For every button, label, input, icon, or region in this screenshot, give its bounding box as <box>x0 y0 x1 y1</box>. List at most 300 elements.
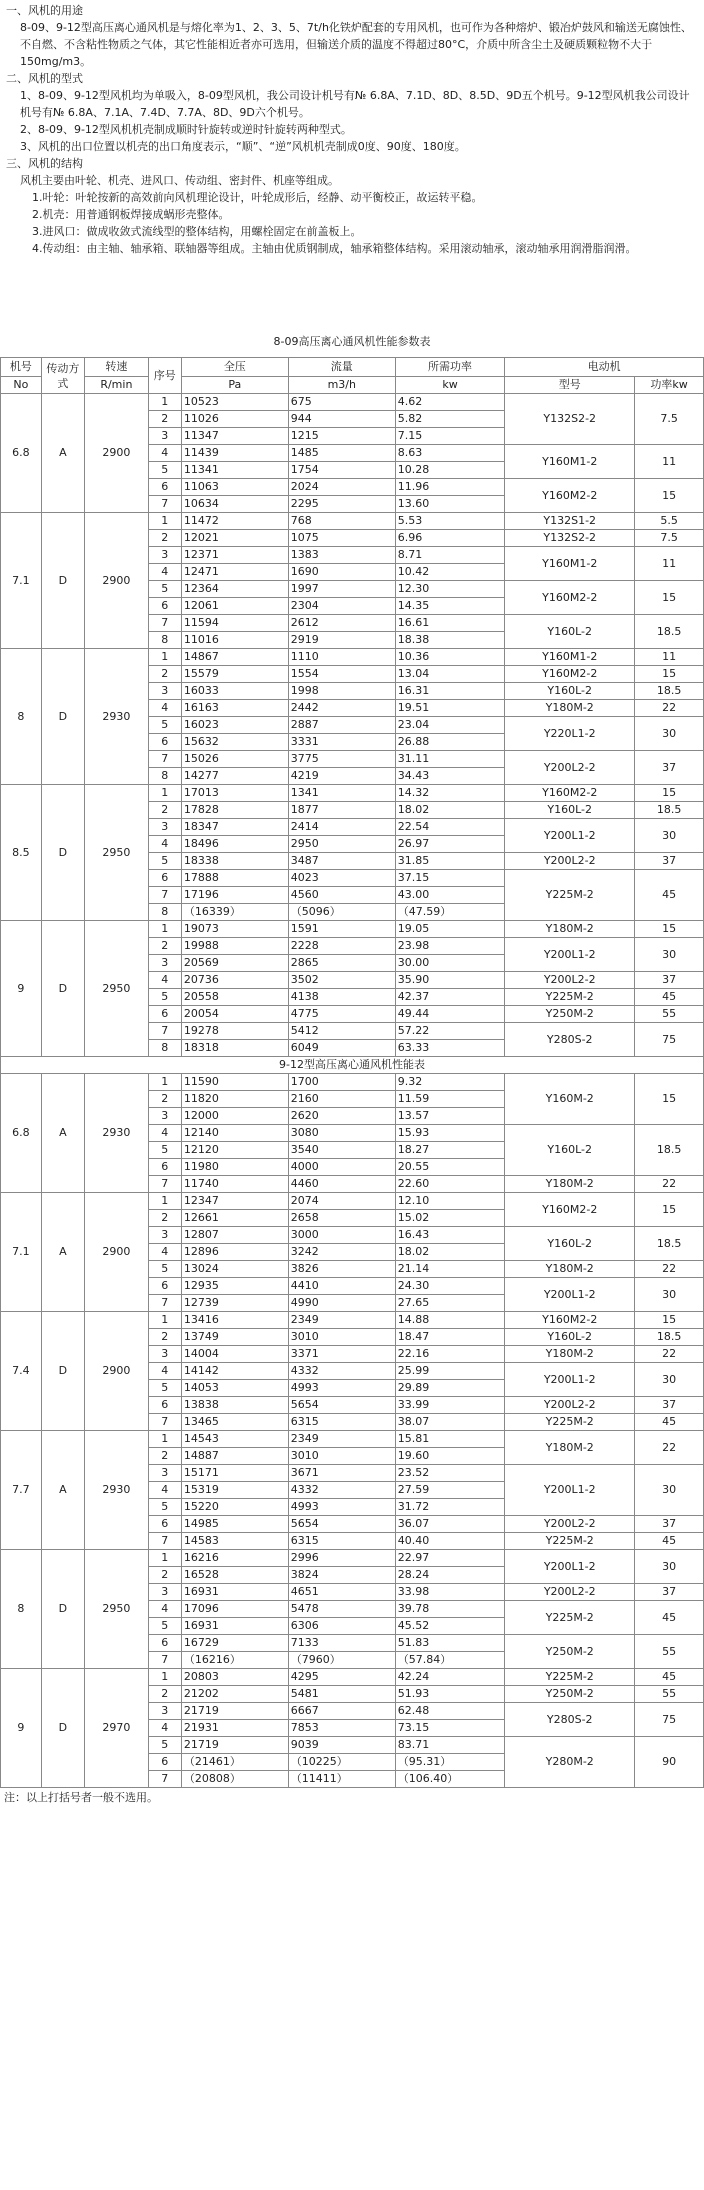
cell-flow: 7853 <box>288 1720 395 1737</box>
cell-flow: （7960） <box>288 1652 395 1669</box>
cell-seq: 3 <box>148 683 181 700</box>
cell-power: 14.32 <box>395 785 505 802</box>
cell-seq: 1 <box>148 1312 181 1329</box>
cell-power: 12.30 <box>395 581 505 598</box>
cell-flow: 6049 <box>288 1040 395 1057</box>
cell-motor-kw: 55 <box>635 1686 704 1703</box>
cell-power: 63.33 <box>395 1040 505 1057</box>
cell-pressure: 14887 <box>181 1448 288 1465</box>
cell-power: 43.00 <box>395 887 505 904</box>
cell-flow: 1383 <box>288 547 395 564</box>
header-no: No <box>1 377 42 394</box>
cell-machine-no: 7.1 <box>1 513 42 649</box>
cell-motor-model: Y180M-2 <box>505 1431 635 1465</box>
cell-pressure: 16729 <box>181 1635 288 1652</box>
cell-seq: 2 <box>148 1329 181 1346</box>
cell-motor-model: Y160M2-2 <box>505 785 635 802</box>
cell-motor-model: Y225M-2 <box>505 1601 635 1635</box>
cell-motor-model: Y160L-2 <box>505 1227 635 1261</box>
cell-flow: 4460 <box>288 1176 395 1193</box>
cell-speed: 2900 <box>85 1312 149 1431</box>
cell-flow: 1998 <box>288 683 395 700</box>
cell-power: 22.16 <box>395 1346 505 1363</box>
cell-pressure: 11740 <box>181 1176 288 1193</box>
cell-pressure: 12661 <box>181 1210 288 1227</box>
cell-pressure: 21202 <box>181 1686 288 1703</box>
cell-flow: 768 <box>288 513 395 530</box>
cell-seq: 5 <box>148 1261 181 1278</box>
header-seq: 序号 <box>148 358 181 394</box>
cell-pressure: 18318 <box>181 1040 288 1057</box>
header-power: 所需功率 <box>395 358 505 377</box>
cell-flow: 5654 <box>288 1397 395 1414</box>
cell-seq: 7 <box>148 1652 181 1669</box>
cell-seq: 6 <box>148 870 181 887</box>
cell-pressure: 11590 <box>181 1074 288 1091</box>
cell-power: 33.99 <box>395 1397 505 1414</box>
cell-motor-kw: 55 <box>635 1006 704 1023</box>
cell-seq: 7 <box>148 1176 181 1193</box>
cell-pressure: 21719 <box>181 1703 288 1720</box>
cell-flow: 2228 <box>288 938 395 955</box>
cell-motor-kw: 15 <box>635 785 704 802</box>
cell-speed: 2950 <box>85 785 149 921</box>
cell-pressure: 21931 <box>181 1720 288 1737</box>
header-flow: 流量 <box>288 358 395 377</box>
cell-power: 26.88 <box>395 734 505 751</box>
cell-motor-model: Y180M-2 <box>505 700 635 717</box>
cell-drive: A <box>41 394 84 513</box>
cell-motor-model: Y160L-2 <box>505 683 635 700</box>
cell-motor-model: Y132S2-2 <box>505 530 635 547</box>
cell-flow: 1075 <box>288 530 395 547</box>
cell-motor-kw: 15 <box>635 1312 704 1329</box>
cell-seq: 2 <box>148 802 181 819</box>
cell-power: 19.05 <box>395 921 505 938</box>
cell-flow: 1485 <box>288 445 395 462</box>
cell-pressure: 20569 <box>181 955 288 972</box>
cell-seq: 8 <box>148 632 181 649</box>
cell-motor-model: Y280M-2 <box>505 1737 635 1788</box>
cell-seq: 3 <box>148 547 181 564</box>
cell-pressure: 11594 <box>181 615 288 632</box>
cell-pressure: 15171 <box>181 1465 288 1482</box>
header-machine-no: 机号 <box>1 358 42 377</box>
cell-pressure: 18496 <box>181 836 288 853</box>
cell-power: 23.04 <box>395 717 505 734</box>
cell-seq: 6 <box>148 1159 181 1176</box>
cell-seq: 5 <box>148 853 181 870</box>
cell-speed: 2900 <box>85 513 149 649</box>
heading-structure: 三、风机的结构 <box>6 157 83 170</box>
table-row <box>1 785 704 802</box>
cell-flow: 2160 <box>288 1091 395 1108</box>
cell-seq: 7 <box>148 1023 181 1040</box>
cell-power: 13.57 <box>395 1108 505 1125</box>
cell-seq: 3 <box>148 955 181 972</box>
cell-pressure: 15026 <box>181 751 288 768</box>
cell-motor-kw: 18.5 <box>635 683 704 700</box>
cell-machine-no: 8 <box>1 1550 42 1669</box>
cell-motor-model: Y280S-2 <box>505 1023 635 1057</box>
cell-motor-kw: 22 <box>635 700 704 717</box>
cell-flow: 1997 <box>288 581 395 598</box>
cell-seq: 1 <box>148 1193 181 1210</box>
cell-pressure: 12140 <box>181 1125 288 1142</box>
cell-pressure: 17888 <box>181 870 288 887</box>
cell-power: 10.36 <box>395 649 505 666</box>
cell-motor-model: Y160M1-2 <box>505 547 635 581</box>
cell-pressure: 17828 <box>181 802 288 819</box>
cell-power: 24.30 <box>395 1278 505 1295</box>
cell-power: 14.35 <box>395 598 505 615</box>
cell-flow: 5481 <box>288 1686 395 1703</box>
cell-flow: 2074 <box>288 1193 395 1210</box>
cell-seq: 5 <box>148 1737 181 1754</box>
cell-motor-model: Y160L-2 <box>505 802 635 819</box>
cell-power: 62.48 <box>395 1703 505 1720</box>
cell-pressure: 10523 <box>181 394 288 411</box>
cell-drive: D <box>41 513 84 649</box>
cell-power: 21.14 <box>395 1261 505 1278</box>
cell-flow: 2349 <box>288 1312 395 1329</box>
cell-power: 22.54 <box>395 819 505 836</box>
cell-motor-kw: 15 <box>635 666 704 683</box>
cell-pressure: 16163 <box>181 700 288 717</box>
type-item-1: 1、8-09、9-12型风机均为单吸入，8-09型风机，我公司设计机号有№ 6.8A、7.1D、8D、8.5D、9D五个机号。9-12型风机我公司设计机号有№ 6.8A、7.1A、7.4D、7.7A、8D、9D六个机号。 <box>20 89 690 119</box>
cell-flow: 2612 <box>288 615 395 632</box>
cell-seq: 4 <box>148 1482 181 1499</box>
cell-motor-kw: 11 <box>635 649 704 666</box>
cell-drive: A <box>41 1074 84 1193</box>
cell-motor-model: Y220L1-2 <box>505 717 635 751</box>
cell-pressure: （21461） <box>181 1754 288 1771</box>
cell-power: 38.07 <box>395 1414 505 1431</box>
header-motor-model: 型号 <box>505 377 635 394</box>
cell-motor-kw: 22 <box>635 1261 704 1278</box>
cell-seq: 8 <box>148 768 181 785</box>
cell-pressure: 14004 <box>181 1346 288 1363</box>
cell-pressure: 14583 <box>181 1533 288 1550</box>
cell-flow: 3826 <box>288 1261 395 1278</box>
cell-pressure: 17096 <box>181 1601 288 1618</box>
cell-pressure: 14142 <box>181 1363 288 1380</box>
cell-speed: 2930 <box>85 649 149 785</box>
cell-motor-model: Y180M-2 <box>505 1176 635 1193</box>
cell-machine-no: 6.8 <box>1 1074 42 1193</box>
cell-flow: 4993 <box>288 1499 395 1516</box>
cell-seq: 5 <box>148 989 181 1006</box>
cell-flow: 5654 <box>288 1516 395 1533</box>
cell-flow: 944 <box>288 411 395 428</box>
cell-pressure: （20808） <box>181 1771 288 1788</box>
cell-motor-kw: 55 <box>635 1635 704 1669</box>
cell-flow: 3502 <box>288 972 395 989</box>
cell-flow: 4651 <box>288 1584 395 1601</box>
cell-flow: （5096） <box>288 904 395 921</box>
header-power-unit: kw <box>395 377 505 394</box>
table-row <box>1 1193 704 1210</box>
cell-motor-model: Y200L1-2 <box>505 1465 635 1516</box>
cell-flow: 1110 <box>288 649 395 666</box>
cell-power: 11.59 <box>395 1091 505 1108</box>
cell-seq: 1 <box>148 1431 181 1448</box>
cell-motor-model: Y225M-2 <box>505 1669 635 1686</box>
cell-pressure: 16931 <box>181 1584 288 1601</box>
cell-power: 30.00 <box>395 955 505 972</box>
cell-pressure: 11980 <box>181 1159 288 1176</box>
cell-motor-kw: 22 <box>635 1431 704 1465</box>
cell-motor-kw: 22 <box>635 1346 704 1363</box>
cell-motor-model: Y225M-2 <box>505 989 635 1006</box>
cell-power: 6.96 <box>395 530 505 547</box>
cell-power: 8.63 <box>395 445 505 462</box>
cell-seq: 1 <box>148 1074 181 1091</box>
cell-motor-kw: 18.5 <box>635 802 704 819</box>
cell-pressure: 11472 <box>181 513 288 530</box>
cell-flow: 4295 <box>288 1669 395 1686</box>
cell-machine-no: 6.8 <box>1 394 42 513</box>
cell-pressure: 16023 <box>181 717 288 734</box>
cell-pressure: 14053 <box>181 1380 288 1397</box>
cell-seq: 6 <box>148 1006 181 1023</box>
structure-item-4: 4.传动组：由主轴、轴承箱、联轴器等组成。主轴由优质钢制成，轴承箱整体结构。采用滚动轴承，滚动轴承用润滑脂润滑。 <box>32 242 637 255</box>
cell-seq: 6 <box>148 1397 181 1414</box>
cell-seq: 2 <box>148 666 181 683</box>
cell-power: 31.11 <box>395 751 505 768</box>
cell-power: 23.98 <box>395 938 505 955</box>
cell-motor-kw: 18.5 <box>635 1227 704 1261</box>
cell-power: 13.60 <box>395 496 505 513</box>
cell-speed: 2950 <box>85 921 149 1057</box>
cell-motor-kw: 30 <box>635 819 704 853</box>
cell-seq: 2 <box>148 530 181 547</box>
cell-motor-model: Y160M2-2 <box>505 479 635 513</box>
cell-seq: 1 <box>148 921 181 938</box>
cell-motor-kw: 90 <box>635 1737 704 1788</box>
cell-seq: 2 <box>148 1686 181 1703</box>
cell-flow: 2620 <box>288 1108 395 1125</box>
header-motor-power: 功率kw <box>635 377 704 394</box>
cell-seq: 3 <box>148 1703 181 1720</box>
cell-flow: 1215 <box>288 428 395 445</box>
cell-power: 28.24 <box>395 1567 505 1584</box>
cell-power: 11.96 <box>395 479 505 496</box>
cell-pressure: （16339） <box>181 904 288 921</box>
cell-motor-kw: 45 <box>635 1669 704 1686</box>
cell-motor-model: Y132S2-2 <box>505 394 635 445</box>
cell-seq: 6 <box>148 1278 181 1295</box>
cell-motor-model: Y200L1-2 <box>505 1550 635 1584</box>
cell-motor-kw: 15 <box>635 479 704 513</box>
cell-power: （106.40） <box>395 1771 505 1788</box>
cell-seq: 4 <box>148 1244 181 1261</box>
cell-motor-kw: 75 <box>635 1023 704 1057</box>
cell-pressure: 15632 <box>181 734 288 751</box>
cell-flow: 7133 <box>288 1635 395 1652</box>
cell-pressure: 16216 <box>181 1550 288 1567</box>
cell-power: 42.37 <box>395 989 505 1006</box>
cell-motor-model: Y160L-2 <box>505 1125 635 1176</box>
cell-seq: 7 <box>148 1771 181 1788</box>
cell-power: 14.88 <box>395 1312 505 1329</box>
cell-motor-model: Y280S-2 <box>505 1703 635 1737</box>
cell-pressure: 13465 <box>181 1414 288 1431</box>
cell-flow: 1554 <box>288 666 395 683</box>
cell-seq: 7 <box>148 615 181 632</box>
cell-flow: 675 <box>288 394 395 411</box>
cell-motor-model: Y250M-2 <box>505 1006 635 1023</box>
cell-seq: 1 <box>148 394 181 411</box>
cell-motor-kw: 15 <box>635 581 704 615</box>
cell-power: 10.28 <box>395 462 505 479</box>
cell-power: 27.65 <box>395 1295 505 1312</box>
cell-power: 57.22 <box>395 1023 505 1040</box>
cell-motor-model: Y200L2-2 <box>505 751 635 785</box>
cell-power: 7.15 <box>395 428 505 445</box>
cell-seq: 4 <box>148 1363 181 1380</box>
table-row <box>1 1074 704 1091</box>
type-item-2: 2、8-09、9-12型风机机壳制成顺时针旋转或逆时针旋转两种型式。 <box>20 123 352 136</box>
cell-motor-kw: 45 <box>635 870 704 921</box>
cell-pressure: 16528 <box>181 1567 288 1584</box>
cell-flow: （11411） <box>288 1771 395 1788</box>
cell-flow: 2865 <box>288 955 395 972</box>
cell-motor-kw: 15 <box>635 1193 704 1227</box>
table-row <box>1 649 704 666</box>
cell-seq: 2 <box>148 411 181 428</box>
cell-seq: 3 <box>148 1227 181 1244</box>
cell-pressure: 18338 <box>181 853 288 870</box>
cell-power: （57.84） <box>395 1652 505 1669</box>
cell-motor-model: Y200L1-2 <box>505 938 635 972</box>
cell-flow: 3331 <box>288 734 395 751</box>
cell-flow: 2442 <box>288 700 395 717</box>
cell-power: 18.02 <box>395 802 505 819</box>
header-speed: 转速 <box>85 358 149 377</box>
cell-flow: 1877 <box>288 802 395 819</box>
cell-pressure: 15319 <box>181 1482 288 1499</box>
cell-seq: 1 <box>148 649 181 666</box>
cell-motor-model: Y160M1-2 <box>505 649 635 666</box>
cell-seq: 4 <box>148 1125 181 1142</box>
cell-motor-model: Y180M-2 <box>505 921 635 938</box>
cell-motor-model: Y200L1-2 <box>505 1363 635 1397</box>
cell-pressure: 14985 <box>181 1516 288 1533</box>
cell-power: 19.60 <box>395 1448 505 1465</box>
cell-motor-kw: 7.5 <box>635 394 704 445</box>
cell-seq: 6 <box>148 1635 181 1652</box>
cell-drive: D <box>41 921 84 1057</box>
cell-power: 31.85 <box>395 853 505 870</box>
cell-flow: 1690 <box>288 564 395 581</box>
cell-pressure: 13838 <box>181 1397 288 1414</box>
cell-drive: D <box>41 1669 84 1788</box>
cell-flow: 2414 <box>288 819 395 836</box>
cell-motor-kw: 18.5 <box>635 1329 704 1346</box>
cell-pressure: 12347 <box>181 1193 288 1210</box>
cell-seq: 7 <box>148 1414 181 1431</box>
cell-seq: 8 <box>148 1040 181 1057</box>
cell-power: 73.15 <box>395 1720 505 1737</box>
cell-pressure: 12000 <box>181 1108 288 1125</box>
cell-seq: 3 <box>148 1465 181 1482</box>
cell-flow: 5412 <box>288 1023 395 1040</box>
cell-seq: 2 <box>148 1210 181 1227</box>
cell-seq: 5 <box>148 1142 181 1159</box>
table-row <box>1 1669 704 1686</box>
cell-power: 18.38 <box>395 632 505 649</box>
cell-seq: 4 <box>148 972 181 989</box>
cell-drive: A <box>41 1193 84 1312</box>
cell-pressure: 16033 <box>181 683 288 700</box>
cell-flow: 2996 <box>288 1550 395 1567</box>
header-motor: 电动机 <box>505 358 704 377</box>
cell-flow: 3080 <box>288 1125 395 1142</box>
cell-seq: 5 <box>148 1618 181 1635</box>
cell-seq: 7 <box>148 751 181 768</box>
cell-power: 22.60 <box>395 1176 505 1193</box>
cell-pressure: 13024 <box>181 1261 288 1278</box>
cell-pressure: 10634 <box>181 496 288 513</box>
cell-motor-model: Y180M-2 <box>505 1261 635 1278</box>
cell-power: 23.52 <box>395 1465 505 1482</box>
cell-pressure: 20054 <box>181 1006 288 1023</box>
cell-power: 8.71 <box>395 547 505 564</box>
cell-power: 12.10 <box>395 1193 505 1210</box>
cell-seq: 5 <box>148 462 181 479</box>
cell-seq: 4 <box>148 445 181 462</box>
cell-drive: D <box>41 1312 84 1431</box>
cell-power: 31.72 <box>395 1499 505 1516</box>
cell-flow: 2024 <box>288 479 395 496</box>
cell-seq: 7 <box>148 496 181 513</box>
cell-seq: 1 <box>148 785 181 802</box>
cell-machine-no: 9 <box>1 1669 42 1788</box>
footnote: 注：以上打括号者一般不选用。 <box>4 1791 158 1804</box>
cell-pressure: 20736 <box>181 972 288 989</box>
structure-item-1: 1.叶轮：叶轮按新的高效前向风机理论设计，叶轮成形后，经静、动平衡校正，故运转平稳。 <box>32 191 483 204</box>
cell-pressure: 20803 <box>181 1669 288 1686</box>
cell-pressure: 14867 <box>181 649 288 666</box>
cell-flow: 4332 <box>288 1363 395 1380</box>
header-flow-unit: m3/h <box>288 377 395 394</box>
cell-power: 40.40 <box>395 1533 505 1550</box>
cell-flow: 3371 <box>288 1346 395 1363</box>
cell-pressure: 12739 <box>181 1295 288 1312</box>
cell-machine-no: 8 <box>1 649 42 785</box>
cell-flow: 1754 <box>288 462 395 479</box>
cell-seq: 4 <box>148 836 181 853</box>
cell-motor-kw: 37 <box>635 751 704 785</box>
cell-motor-model: Y225M-2 <box>505 1414 635 1431</box>
cell-pressure: （16216） <box>181 1652 288 1669</box>
cell-motor-kw: 37 <box>635 853 704 870</box>
cell-power: 13.04 <box>395 666 505 683</box>
cell-power: 33.98 <box>395 1584 505 1601</box>
cell-pressure: 19073 <box>181 921 288 938</box>
cell-power: 15.93 <box>395 1125 505 1142</box>
cell-flow: 3000 <box>288 1227 395 1244</box>
cell-pressure: 19988 <box>181 938 288 955</box>
cell-power: 5.53 <box>395 513 505 530</box>
cell-flow: 6315 <box>288 1533 395 1550</box>
cell-motor-model: Y250M-2 <box>505 1635 635 1669</box>
cell-speed: 2950 <box>85 1550 149 1669</box>
cell-pressure: 11820 <box>181 1091 288 1108</box>
cell-machine-no: 7.4 <box>1 1312 42 1431</box>
cell-pressure: 15579 <box>181 666 288 683</box>
